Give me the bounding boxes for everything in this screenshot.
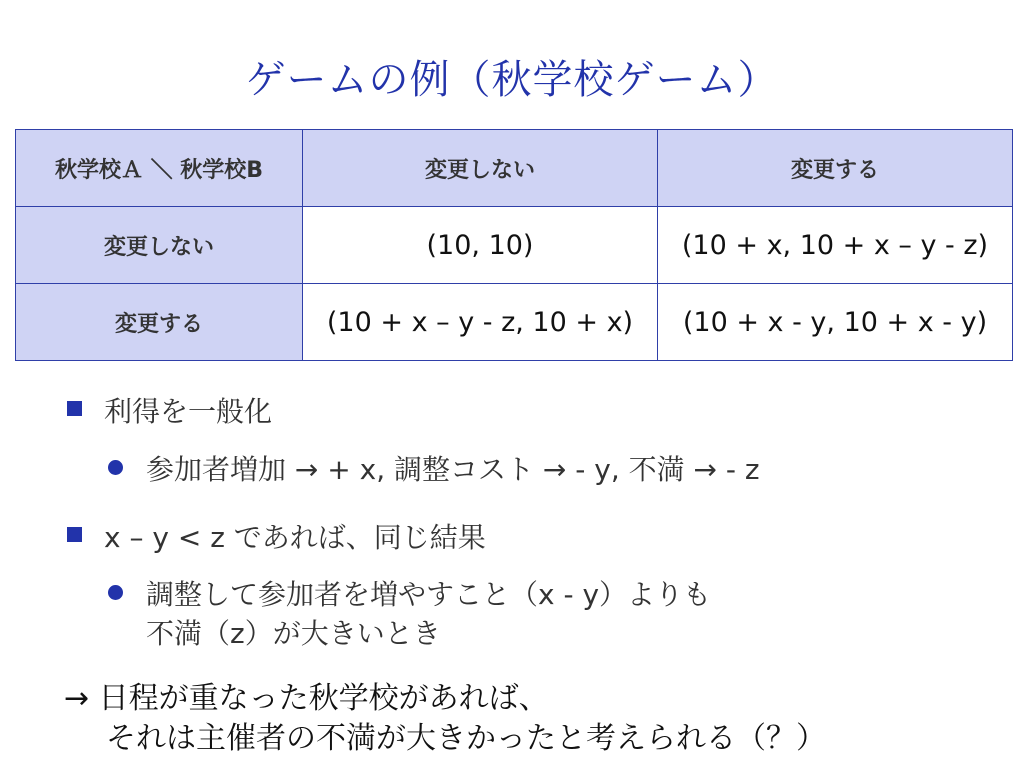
sub-bullet-text: 調整して参加者を増やすこと（x - y）よりも bbox=[146, 578, 712, 611]
payoff-cell: (10 + x, 10 + x – y - z) bbox=[658, 207, 1013, 284]
col-header-change: 変更する bbox=[658, 130, 1013, 207]
circle-bullet-icon bbox=[108, 585, 123, 600]
conclusion-line: → 日程が重なった秋学校があれば、 bbox=[64, 681, 549, 716]
row-header-no-change: 変更しない bbox=[16, 207, 303, 284]
sub-bullet-text-cont: 不満（z）が大きいとき bbox=[146, 617, 441, 650]
square-bullet-icon bbox=[67, 527, 82, 542]
payoff-cell: (10 + x – y - z, 10 + x) bbox=[303, 284, 658, 361]
bullet-text: 利得を一般化 bbox=[104, 395, 273, 428]
payoff-cell: (10, 10) bbox=[303, 207, 658, 284]
bullet-text: x – y < z であれば、同じ結果 bbox=[104, 521, 486, 554]
slide-title: ゲームの例（秋学校ゲーム） bbox=[245, 57, 779, 103]
conclusion-line-cont: それは主催者の不満が大きかったと考えられる（？） bbox=[106, 721, 826, 756]
circle-bullet-icon bbox=[108, 460, 123, 475]
sub-bullet-text: 参加者増加 → + x, 調整コスト → - y, 不満 → - z bbox=[146, 453, 760, 486]
row-header-change: 変更する bbox=[16, 284, 303, 361]
square-bullet-icon bbox=[67, 401, 82, 416]
col-header-no-change: 変更しない bbox=[303, 130, 658, 207]
corner-cell: 秋学校Ａ ＼ 秋学校B bbox=[16, 130, 303, 207]
payoff-cell: (10 + x - y, 10 + x - y) bbox=[658, 284, 1013, 361]
